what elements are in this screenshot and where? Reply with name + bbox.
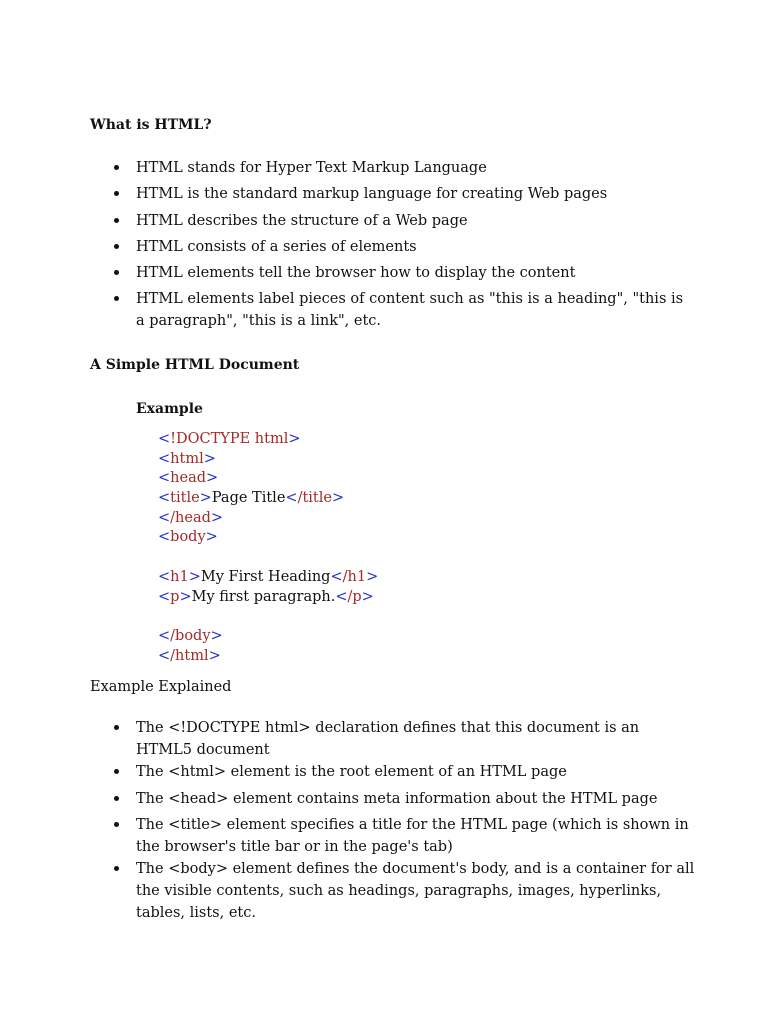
list-item: The <!DOCTYPE html> declaration defines that this document is an HTML5 document: [136, 717, 696, 761]
code-tag: /h1: [342, 568, 367, 585]
heading-example-explained: Example Explained: [90, 679, 232, 695]
code-tag: title: [170, 490, 200, 507]
example-label: Example: [136, 401, 203, 417]
code-tag: h1: [170, 568, 189, 585]
code-line-p: <p>My first paragraph.</p>: [158, 588, 374, 605]
code-line-title: <title>Page Title</title>: [158, 490, 345, 507]
heading-what-is-html: What is HTML?: [90, 117, 212, 133]
code-line-html-close: </html>: [158, 647, 221, 664]
list-item: HTML consists of a series of elements: [136, 236, 696, 258]
code-line-head-open: <head>: [158, 470, 219, 487]
code-line-blank: [158, 607, 378, 627]
code-tag: /html: [170, 647, 209, 664]
code-line-h1: <h1>My First Heading</h1>: [158, 568, 379, 585]
list-item: The <head> element contains meta information about the HTML page: [136, 788, 696, 810]
code-tag: /title: [297, 490, 332, 507]
what-is-html-list: [136, 157, 696, 337]
example-explained-list: [136, 717, 696, 924]
list-item: HTML stands for Hyper Text Markup Language: [136, 157, 696, 179]
code-text: My first paragraph.: [191, 588, 336, 605]
heading-simple-html-document: A Simple HTML Document: [90, 357, 300, 373]
list-item: HTML elements tell the browser how to display the content: [136, 262, 696, 284]
code-tag: /p: [347, 588, 362, 605]
code-tag: html: [170, 450, 204, 467]
code-line-doctype: <!DOCTYPE html>: [158, 431, 301, 447]
code-line-body-open: <body>: [158, 529, 218, 546]
code-text: My First Heading: [200, 568, 331, 585]
list-item: HTML is the standard markup language for creating Web pages: [136, 183, 696, 205]
code-tag: /body: [170, 627, 211, 644]
code-line-head-close: </head>: [158, 509, 224, 526]
code-tag: body: [170, 529, 206, 546]
code-example: [158, 430, 378, 666]
code-tag: /head: [170, 509, 211, 526]
list-item: The <body> element defines the document's body, and is a container for all the visible contents, such as headings, paragraphs, images, hyperlinks, tables, lists, etc.: [136, 858, 696, 924]
code-line-blank: [158, 548, 378, 568]
list-item: The <html> element is the root element of an HTML page: [136, 761, 696, 783]
code-tag: p: [170, 588, 180, 605]
list-item: The <title> element specifies a title for the HTML page (which is shown in the browser's title bar or in the page's tab): [136, 814, 696, 858]
code-line-body-close: </body>: [158, 627, 223, 644]
list-item: HTML elements label pieces of content such as "this is a heading", "this is a paragraph", "this is a link", etc.: [136, 288, 696, 332]
code-tag: head: [170, 470, 207, 487]
code-text: Page Title: [211, 490, 286, 507]
code-tag: !DOCTYPE html: [170, 431, 289, 447]
code-line-html-open: <html>: [158, 450, 216, 467]
list-item: HTML describes the structure of a Web page: [136, 210, 696, 232]
